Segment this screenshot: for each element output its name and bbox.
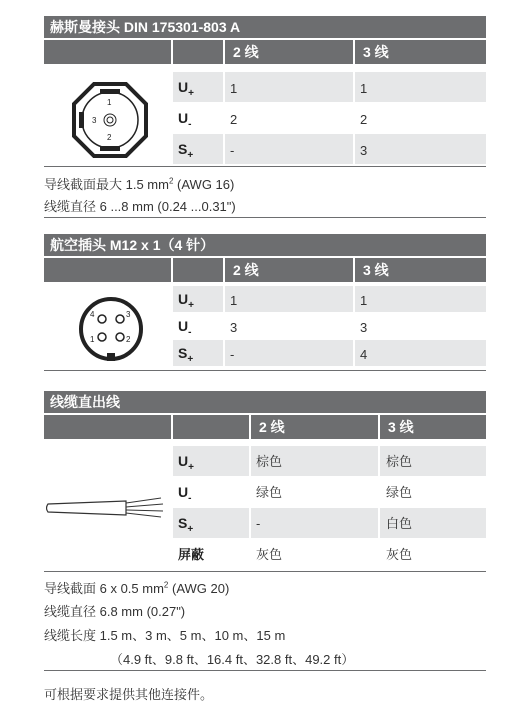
signal-label: $S_+$ bbox=[178, 141, 194, 161]
section-title: 线缆直出线 bbox=[44, 391, 486, 413]
value-2wire: 2 bbox=[230, 112, 238, 127]
col-3wire: 3 线 bbox=[355, 40, 486, 64]
spec-note: 线缆直径 6 ...8 mm (0.24 ...0.31") bbox=[44, 199, 236, 214]
value-2wire: 1 bbox=[230, 81, 238, 96]
table-row bbox=[173, 134, 486, 164]
signal-label: $U_-$ bbox=[178, 110, 192, 130]
value-2wire: - bbox=[230, 347, 235, 362]
signal-label: $S_+$ bbox=[178, 345, 194, 365]
table-row bbox=[173, 539, 486, 569]
table-row bbox=[173, 313, 486, 339]
pin-label: 4 bbox=[90, 310, 95, 319]
m12-connector-drawing bbox=[76, 295, 146, 365]
value-3wire: 1 bbox=[360, 293, 368, 308]
value-3wire: 棕色 bbox=[386, 454, 413, 469]
din-connector-drawing bbox=[70, 80, 150, 160]
signal-label: $U_+$ bbox=[178, 453, 194, 473]
value-3wire: 白色 bbox=[386, 516, 413, 531]
signal-label: $U_+$ bbox=[178, 79, 194, 99]
value-3wire: 3 bbox=[360, 143, 368, 158]
value-2wire: - bbox=[256, 516, 261, 531]
pin-label: 1 bbox=[90, 335, 95, 344]
table-row bbox=[173, 103, 486, 133]
value-2wire: - bbox=[230, 143, 235, 158]
col-blank bbox=[44, 258, 171, 282]
col-blank bbox=[44, 40, 171, 64]
col-2wire: 2 线 bbox=[251, 415, 378, 439]
value-2wire: 灰色 bbox=[256, 547, 283, 562]
pin-label: 2 bbox=[107, 133, 112, 142]
signal-label: $S_+$ bbox=[178, 515, 194, 535]
col-blank bbox=[173, 415, 249, 439]
col-2wire: 2 线 bbox=[225, 40, 353, 64]
value-2wire: 棕色 bbox=[256, 454, 283, 469]
value-2wire: 绿色 bbox=[256, 485, 283, 500]
spec-note: 线缆长度 1.5 m、3 m、5 m、10 m、15 m bbox=[44, 628, 286, 643]
col-3wire: 3 线 bbox=[355, 258, 486, 282]
cable-drawing bbox=[46, 493, 166, 523]
value-3wire: 4 bbox=[360, 347, 368, 362]
footer-note: 可根据要求提供其他连接件。 bbox=[44, 687, 214, 702]
spec-note: （4.9 ft、9.8 ft、16.4 ft、32.8 ft、49.2 ft） bbox=[110, 652, 355, 667]
table-row bbox=[173, 446, 486, 476]
table-row bbox=[173, 340, 486, 366]
signal-label: 屏蔽 bbox=[178, 547, 205, 562]
spec-note: 导线截面 6 x 0.5 $mm^2$ (AWG 20) bbox=[44, 580, 230, 596]
spec-note: 线缆直径 6.8 mm (0.27") bbox=[44, 604, 186, 619]
value-3wire: 灰色 bbox=[386, 547, 413, 562]
table-row bbox=[173, 286, 486, 312]
value-3wire: 1 bbox=[360, 81, 368, 96]
value-3wire: 绿色 bbox=[386, 485, 413, 500]
table-row bbox=[173, 477, 486, 507]
signal-label: $U_+$ bbox=[178, 291, 194, 311]
pin-label: 3 bbox=[92, 116, 97, 125]
pin-label: 2 bbox=[126, 335, 131, 344]
value-2wire: 3 bbox=[230, 320, 238, 335]
value-3wire: 2 bbox=[360, 112, 368, 127]
col-2wire: 2 线 bbox=[225, 258, 353, 282]
section-title: 赫斯曼接头 DIN 175301-803 A bbox=[44, 16, 486, 38]
table-row bbox=[173, 508, 486, 538]
col-blank bbox=[173, 258, 223, 282]
spec-note: 导线截面最大 1.5 $mm^2$ (AWG 16) bbox=[44, 176, 235, 192]
section-title: 航空插头 M12 x 1（4 针） bbox=[44, 234, 486, 256]
pin-label: 3 bbox=[126, 310, 131, 319]
table-row bbox=[173, 72, 486, 102]
pin-label: 1 bbox=[107, 98, 112, 107]
signal-label: $U_-$ bbox=[178, 484, 192, 504]
value-3wire: 3 bbox=[360, 320, 368, 335]
col-3wire: 3 线 bbox=[380, 415, 486, 439]
signal-label: $U_-$ bbox=[178, 318, 192, 338]
col-blank bbox=[44, 415, 171, 439]
value-2wire: 1 bbox=[230, 293, 238, 308]
col-blank bbox=[173, 40, 223, 64]
